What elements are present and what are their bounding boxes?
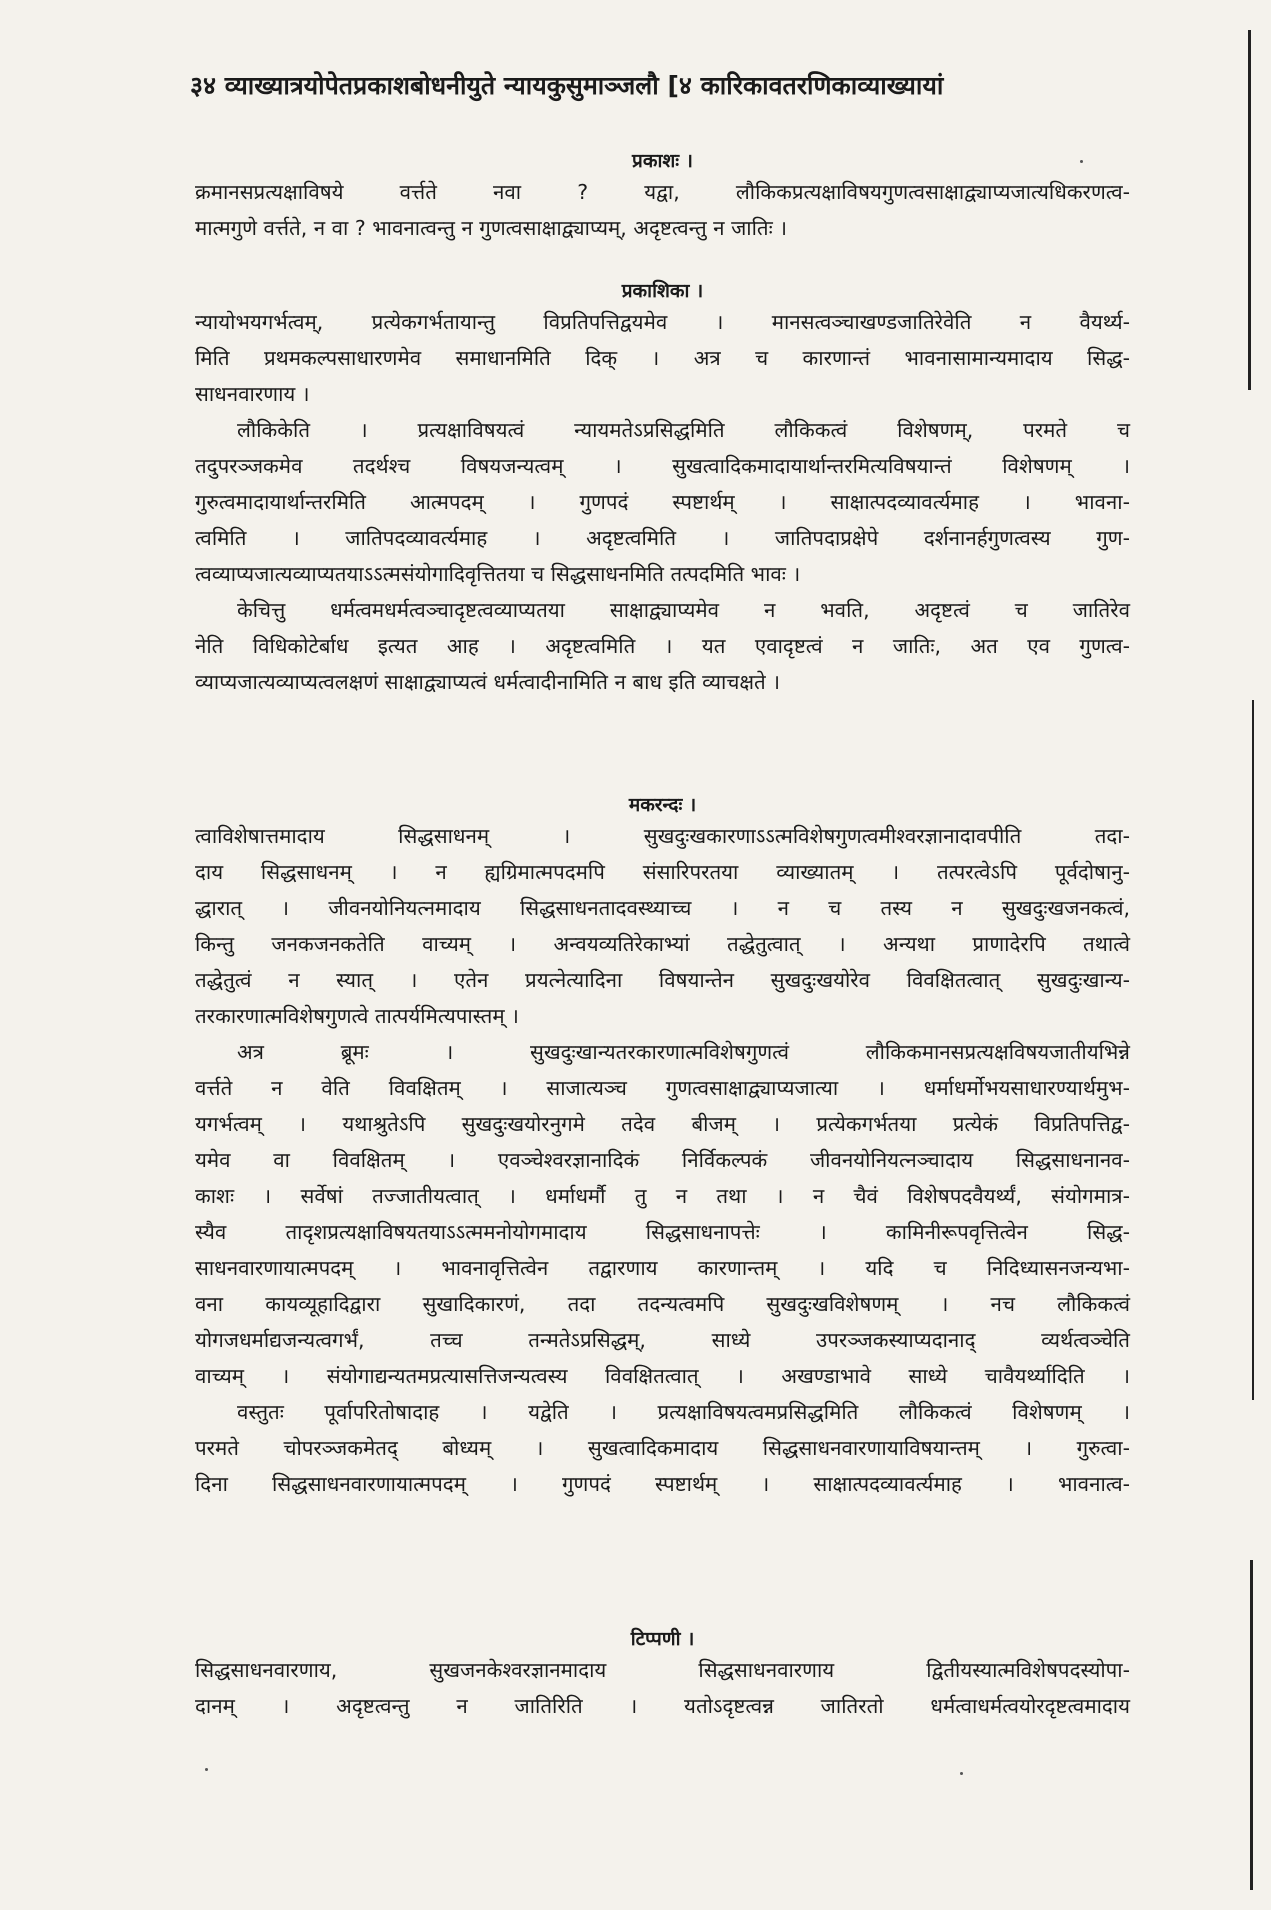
- text-line: वस्तुतः पूर्वापरितोषादाह । यद्वेति । प्रत्यक्षाविषयत्वमप्रसिद्धमिति लौकिकत्वं विशेषणम् ।: [237, 1400, 1130, 1424]
- section-heading: टिप्पणी ।: [630, 1628, 695, 1650]
- text-line: तरकारणात्मविशेषगुणत्वे तात्पर्यमित्यपास्तम् ।: [195, 1004, 519, 1028]
- section-prakasha: [195, 148, 1130, 246]
- text-line: स्यैव तादृशप्रत्यक्षाविषयतयाऽऽत्ममनोयोगमादाय सिद्धसाधनापत्तेः । कामिनीरूपवृत्तित्वेन सिद्ध-: [195, 1220, 1130, 1244]
- text-line: केचित्तु धर्मत्वमधर्मत्वञ्चादृष्टत्वव्याप्यतया साक्षाद्व्याप्यमेव न भवति, अदृष्टत्वं च जातिरेव: [237, 598, 1130, 622]
- text-line: मात्मगुणे वर्त्तते, न वा ? भावनात्वन्तु न गुणत्वसाक्षाद्व्याप्यम्, अदृष्टत्वन्तु न जातिः ।: [195, 216, 788, 240]
- text-line: साधनवारणायात्मपदम् । भावनावृत्तित्वेन तद्वारणाय कारणान्तम् । यदि च निदिध्यासनजन्यभा-: [195, 1256, 1130, 1280]
- text-line: यमेव वा विवक्षितम् । एवञ्चेश्वरज्ञानादिकं निर्विकल्पकं जीवनयोनियत्नञ्चादाय सिद्धसाधनानव-: [195, 1148, 1130, 1172]
- page-edge-line: [1250, 1560, 1253, 1890]
- section-heading: मकरन्दः ।: [628, 794, 697, 816]
- text-line: व्याप्यजात्यव्याप्यत्वलक्षणं साक्षाद्व्याप्यत्वं धर्मत्वादीनामिति न बाध इति व्याचक्षते ।: [195, 670, 781, 694]
- section-heading: प्रकाशः ।: [632, 150, 693, 172]
- text-line: अत्र ब्रूमः । सुखदुःखान्यतरकारणात्मविशेषगुणत्वं लौकिकमानसप्रत्यक्षविषयजातीयभिन्ने: [237, 1040, 1130, 1064]
- text-line: द्धारात् । जीवनयोनियत्नमादाय सिद्धसाधनतादवस्थ्याच्च । न च तस्य न सुखदुःखजनकत्वं,: [195, 896, 1130, 920]
- text-line: दिना सिद्धसाधनवारणायात्मपदम् । गुणपदं स्पष्टार्थम् । साक्षात्पदव्यावर्त्यमाह । भावनात्व-: [195, 1472, 1130, 1496]
- text-line: तद्धेतुत्वं न स्यात् । एतेन प्रयत्नेत्यादिना विषयान्तेन सुखदुःखयोरेव विवक्षितत्वात् सुखदुःखान्य-: [195, 968, 1130, 992]
- text-line: त्वाविशेषात्तमादाय सिद्धसाधनम् । सुखदुःखकारणाऽऽत्मविशेषगुणत्वमीश्वरज्ञानादावपीति तदा-: [195, 824, 1130, 848]
- text-line: नेति विधिकोटेर्बाध इत्यत आह । अदृष्टत्वमिति । यत एवादृष्टत्वं न जातिः, अत एव गुणत्व-: [195, 634, 1130, 658]
- text-line: क्रमानसप्रत्यक्षाविषये वर्त्तते नवा ? यद्वा, लौकिकप्रत्यक्षाविषयगुणत्वसाक्षाद्व्याप्यजात्यधिकरणत्व-: [195, 180, 1130, 204]
- text-line: परमते चोपरञ्जकमेतद् बोध्यम् । सुखत्वादिकमादाय सिद्धसाधनवारणायाविषयान्तम् । गुरुत्वा-: [195, 1436, 1130, 1460]
- page-edge-line: [1248, 30, 1251, 390]
- text-line: योगजधर्माद्यजन्यत्वगर्भं, तच्च तन्मतेऽप्रसिद्धम्, साध्ये उपरञ्जकस्याप्यदानाद् व्यर्थत्वञ्चेति: [195, 1328, 1130, 1352]
- text-line: सिद्धसाधनवारणाय, सुखजनकेश्वरज्ञानमादाय सिद्धसाधनवारणाय द्वितीयस्यात्मविशेषपदस्योपा-: [195, 1658, 1130, 1682]
- text-line: दानम् । अदृष्टत्वन्तु न जातिरिति । यतोऽदृष्टत्वन्न जातिरतो धर्मत्वाधर्मत्वयोरदृष्टत्वमादाय: [195, 1694, 1130, 1718]
- section-makaranda: [195, 792, 1130, 1502]
- text-line: मिति प्रथमकल्पसाधारणमेव समाधानमिति दिक् । अत्र च कारणान्तं भावनासामान्यमादाय सिद्ध-: [195, 346, 1130, 370]
- text-line: यगर्भत्वम् । यथाश्रुतेऽपि सुखदुःखयोरनुगमे तदेव बीजम् । प्रत्येकगर्भतया प्रत्येकं विप्रतिपत्तिद्व-: [195, 1112, 1130, 1136]
- text-line: किन्तु जनकजनकतेति वाच्यम् । अन्वयव्यतिरेकाभ्यां तद्धेतुत्वात् । अन्यथा प्राणादेरपि तथात्वे: [195, 932, 1130, 956]
- text-line: त्वव्याप्यजात्यव्याप्यतयाऽऽत्मसंयोगादिवृत्तितया च सिद्धसाधनमिति तत्पदमिति भावः ।: [195, 562, 801, 586]
- print-speck: [1080, 160, 1083, 163]
- section-tippani: [195, 1626, 1130, 1724]
- section-heading: प्रकाशिका ।: [621, 280, 704, 302]
- text-line: काशः । सर्वेषां तज्जातीयत्वात् । धर्माधर्मौ तु न तथा । न चैवं विशेषपदवैयर्थ्यं, संयोगमात्र-: [195, 1184, 1130, 1208]
- running-header: ३४ व्याख्यात्रयोपेतप्रकाशबोधनीयुते न्यायकुसुमाञ्जलौ [४ कारिकावतरणिकाव्याख्यायां: [190, 71, 944, 100]
- text-line: वर्त्तते न वेति विवक्षितम् । साजात्यञ्च गुणत्वसाक्षाद्व्याप्यजात्या । धर्माधर्मोभयसाधारण्यार्थमुभ-: [195, 1076, 1130, 1100]
- text-line: दाय सिद्धसाधनम् । न ह्यग्रिमात्मपदमपि संसारिपरतया व्याख्यातम् । तत्परत्वेऽपि पूर्वदोषानु-: [195, 860, 1130, 884]
- text-line: लौकिकेति । प्रत्यक्षाविषयत्वं न्यायमतेऽप्रसिद्धमिति लौकिकत्वं विशेषणम्, परमते च: [237, 418, 1130, 442]
- section-prakashika: [195, 278, 1130, 700]
- text-line: गुरुत्वमादायार्थान्तरमिति आत्मपदम् । गुणपदं स्पष्टार्थम् । साक्षात्पदव्यावर्त्यमाह । भावना-: [195, 490, 1130, 514]
- page-edge-line: [1252, 700, 1254, 1400]
- text-line: त्वमिति । जातिपदव्यावर्त्यमाह । अदृष्टत्वमिति । जातिपदाप्रक्षेपे दर्शनानर्हगुणत्वस्य गुण-: [195, 526, 1130, 550]
- text-line: साधनवारणाय ।: [195, 382, 310, 406]
- print-speck: [960, 1772, 963, 1775]
- print-speck: [205, 1768, 208, 1771]
- text-line: न्यायोभयगर्भत्वम्, प्रत्येकगर्भतायान्तु विप्रतिपत्तिद्वयमेव । मानसत्वञ्चाखण्डजातिरेवेति न वैयर्थ्य-: [195, 310, 1130, 334]
- text-line: वना कायव्यूहादिद्वारा सुखादिकारणं, तदा तदन्यत्वमपि सुखदुःखविशेषणम् । नच लौकिकत्वं: [195, 1292, 1130, 1316]
- text-line: तदुपरञ्जकमेव तदर्थश्च विषयजन्यत्वम् । सुखत्वादिकमादायार्थान्तरमित्यविषयान्तं विशेषणम् ।: [195, 454, 1130, 478]
- text-line: वाच्यम् । संयोगाद्यन्यतमप्रत्यासत्तिजन्यत्वस्य विवक्षितत्वात् । अखण्डाभावे साध्ये चावैयर्थ्यादिति ।: [195, 1364, 1130, 1388]
